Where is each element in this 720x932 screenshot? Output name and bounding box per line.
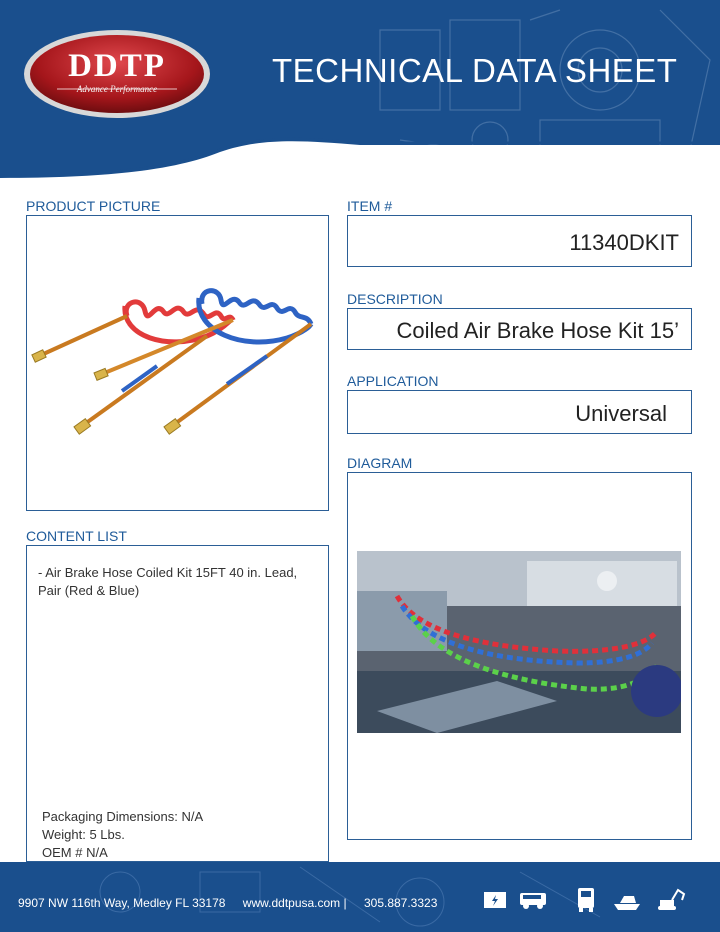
page-title: TECHNICAL DATA SHEET <box>272 52 678 89</box>
packaging-dimensions: Packaging Dimensions: N/A <box>42 809 204 824</box>
diagram-box <box>347 472 692 840</box>
item-number-value: 11340DKIT <box>569 230 679 255</box>
footer-address: 9907 NW 116th Way, Medley FL 33178 <box>18 896 226 910</box>
truck-icon <box>571 884 601 914</box>
item-number-box <box>347 215 692 267</box>
product-picture-label: PRODUCT PICTURE <box>26 198 161 214</box>
application-value: Universal <box>575 401 667 426</box>
boat-icon <box>612 884 642 914</box>
content-list-label: CONTENT LIST <box>26 528 127 544</box>
content-item: Pair (Red & Blue) <box>38 583 140 598</box>
footer-bar <box>0 862 720 932</box>
excavator-icon <box>656 884 686 914</box>
generator-icon <box>480 884 510 914</box>
weight: Weight: 5 Lbs. <box>42 827 125 842</box>
bus-icon <box>518 884 548 914</box>
hose-kit-image <box>27 216 328 510</box>
oem-number: OEM # N/A <box>42 845 108 860</box>
application-label: APPLICATION <box>347 373 439 389</box>
content-list-box <box>26 545 329 862</box>
description-box <box>347 308 692 350</box>
logo-text: DDTP <box>68 48 166 84</box>
diagram-photo <box>357 551 681 733</box>
description-value: Coiled Air Brake Hose Kit 15’ <box>396 318 679 343</box>
footer-contact <box>18 896 451 910</box>
content-item: - Air Brake Hose Coiled Kit 15FT 40 in. Lead, <box>38 565 298 580</box>
item-number-label: ITEM # <box>347 198 393 214</box>
logo-tagline: Advance Performance <box>76 84 158 94</box>
product-picture-box <box>26 215 329 511</box>
application-box <box>347 390 692 434</box>
diagram-label: DIAGRAM <box>347 455 413 471</box>
description-label: DESCRIPTION <box>347 291 443 307</box>
footer-phone: 305.887.3323 <box>363 896 438 910</box>
footer-website[interactable]: www.ddtpusa.com | <box>242 896 347 910</box>
